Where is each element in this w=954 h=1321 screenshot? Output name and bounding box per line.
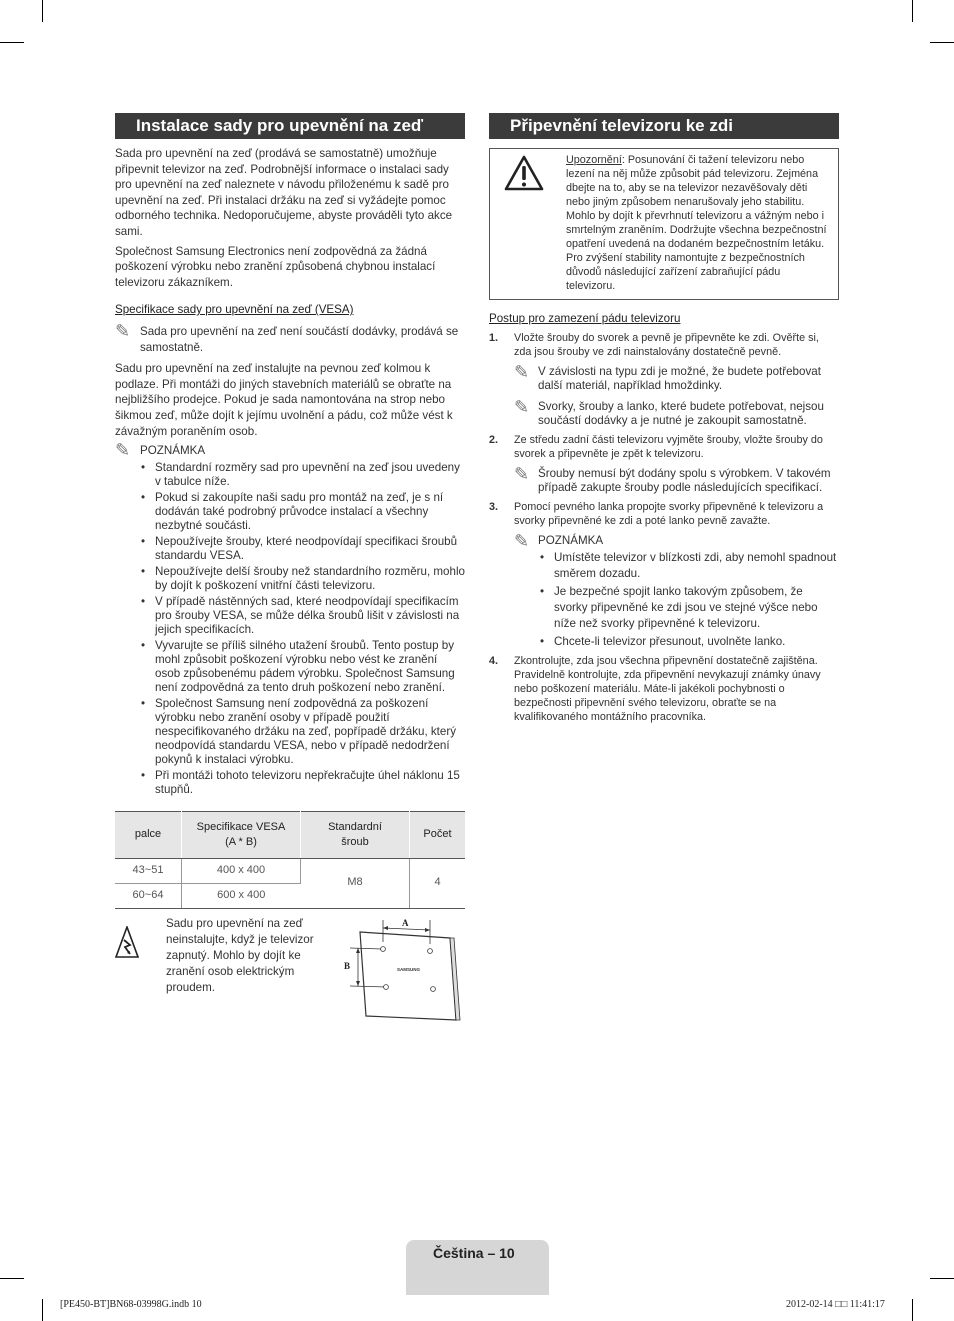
note-title: POZNÁMKA: [140, 444, 206, 458]
electric-shock-icon: [115, 926, 139, 958]
pencil-note-icon: ✎: [115, 440, 131, 461]
caution-label: Upozornění: [566, 154, 622, 166]
samsung-logo: SAMSUNG: [397, 966, 421, 972]
pencil-note-icon: ✎: [514, 361, 530, 382]
note: [115, 320, 465, 355]
table-cell: 400 x 400: [182, 858, 301, 883]
page-number: Čeština – 10: [433, 1245, 515, 1261]
step-item: 2. Ze středu zadní části televizoru vyjměte šrouby, vložte šrouby do svorek a připevněte je zpět k televizoru. ✎ Šrouby nemusí být dodány spolu s výrobkem. V takovém případě zakupte šrouby podle následujících specifikací.: [489, 433, 839, 496]
pencil-note-icon: ✎: [115, 320, 131, 341]
note-bullet-list: [514, 550, 839, 650]
dimension-label-a: A: [402, 917, 409, 928]
note: ✎ Šrouby nemusí být dodány spolu s výrobkem. V takovém případě zakupte šrouby podle následujících specifikací.: [514, 463, 831, 495]
column-header: palce: [115, 811, 182, 858]
pencil-note-icon: ✎: [514, 530, 530, 551]
note-heading: ✎ POZNÁMKA: [514, 530, 604, 551]
step-item: 3. Pomocí pevného lanka propojte svorky připevněné k televizoru a svorky připevněné ke zdi a poté lanko pevně zavažte. ✎ POZNÁMKA • Umístěte televizor v blízkosti zdi, aby nemohl spadnout směrem dozadu. • Je bezpečné spojit lanko takovým způsobem, že svorky připevněné ke zdi jsou ve stejné výšce nebo níže než svorky připevněné k televizoru. • Chcete-li televizor přesunout, uvolněte lanko.: [489, 500, 839, 651]
column-header: Standardní šroub: [301, 811, 410, 858]
crop-mark: [0, 1278, 24, 1279]
table-row: [115, 858, 465, 883]
caution-text: : Posunování či tažení televizoru nebo lezení na něj může způsobit pád televizoru. Zejména dbejte na to, aby se na televizor nezavěšovaly děti nebo jiným způsobem nenarušovaly jeho stabilitu. Mohlo by dojít k převrhnutí televizoru a vážným nebo i smrtelným zraněním. Dodržujte všechna bezpečnostní opatření uvedená na dodaném bezpečnostním letáku. Pro zvýšení stability namontujte z bezpečnostních důvodů následující zařízení zabraňující pádu televizoru.: [566, 154, 827, 292]
column-header: Počet: [410, 811, 466, 858]
list-item: • Nepoužívejte šrouby, které neodpovídají specifikaci šroubů standardu VESA.: [141, 534, 458, 562]
print-slug-file: [PE450-BT]BN68-03998G.indb 10: [60, 1299, 202, 1310]
pencil-note-icon: ✎: [514, 463, 530, 484]
crop-mark: [42, 1299, 43, 1321]
table-cell: M8: [301, 858, 410, 908]
crop-mark: [912, 1299, 913, 1321]
table-cell: 4: [410, 858, 466, 908]
step-item: 1. Vložte šrouby do svorek a pevně je připevněte ke zdi. Ověřte si, zda jsou šrouby ve zdi nainstalovány dostatečně pevně. ✎ V závislosti na typu zdi je možné, že budete potřebovat další materiál, například hmoždinky. ✎ Svorky, šrouby a lanko, které budete potřebovat, nejsou součástí dodávky a je nutné je zakoupit samostatně.: [489, 331, 839, 429]
right-column: [489, 113, 839, 728]
table-cell: 60~64: [115, 883, 182, 908]
column-header: Specifikace VESA (A * B): [182, 811, 301, 858]
steps-list: [489, 331, 839, 725]
list-item: • Nepoužívejte delší šrouby než standardního rozměru, mohlo by dojít k poškození vnitřní části televizoru.: [141, 564, 465, 592]
caution-box: [489, 148, 839, 300]
list-item: • Standardní rozměry sad pro upevnění na zeď jsou uvedeny v tabulce níže.: [141, 460, 460, 488]
list-item: • V případě nástěnných sad, které neodpovídají specifikacím pro šrouby VESA, se může délka šroubů lišit v závislosti na jejich specifikacích.: [141, 594, 460, 636]
note: ✎ V závislosti na typu zdi je možné, že budete potřebovat další materiál, například hmoždinky.: [514, 361, 821, 393]
list-item: • Umístěte televizor v blízkosti zdi, aby nemohl spadnout směrem dozadu.: [540, 551, 837, 581]
print-slug-date: 2012-02-14 □□ 11:41:17: [786, 1299, 885, 1310]
shock-warning-text: Sadu pro upevnění na zeď neinstalujte, když je televizor zapnutý. Mohlo by dojít ke zranění osob elektrickým proudem.: [166, 916, 314, 994]
list-item: • Je bezpečné spojit lanko takovým způsobem, že svorky připevněné ke zdi jsou ve stejné výšce nebo níže než svorky připevněné k televizoru.: [540, 585, 818, 631]
crop-mark: [0, 42, 24, 43]
install-paragraph: Sadu pro upevnění na zeď instalujte na pevnou zeď kolmou k podlaze. Při montáži do jiných stavebních materiálů se obraťte na nejbližšího prodejce. Pokud je sada namontována na strop nebo šikmou zeď, může dojít k jejímu uvolnění a pádu, což může vést k závažným poraněním osob.: [115, 362, 453, 438]
list-item: • Chcete-li televizor přesunout, uvolněte lanko.: [540, 635, 786, 649]
vesa-table: [115, 811, 465, 909]
crop-mark: [930, 42, 954, 43]
list-item: • Společnost Samsung není zodpovědná za poškození výrobku nebo zranění osoby v případě použití nespecifikovaného držáku na zeď, popřípadě držáku, který neodpovídá standardu VESA, nebo v případě nedodržení pokynů k instalaci výrobku.: [141, 696, 457, 766]
liability-paragraph: Společnost Samsung Electronics není zodpovědná za žádná poškození výrobku nebo zranění způsobená chybnou instalací televizoru zákazníkem.: [115, 244, 436, 289]
list-item: • Vyvarujte se příliš silného utažení šroubů. Tento postup by mohl způsobit poškození výrobku nebo vést ke zranění osob způsobenému pádem výrobku. Společnost Samsung není zodpovědná za tento druh poškození nebo zranění.: [141, 638, 455, 694]
note-bullet-list: [115, 461, 465, 797]
list-item: • Pokud si zakoupíte naši sadu pro montáž na zeď, je s ní dodáván také podrobný průvodce instalací a všechny nezbytné součásti.: [141, 490, 444, 532]
pencil-note-icon: ✎: [514, 396, 530, 417]
subheading: Specifikace sady pro upevnění na zeď (VESA): [115, 303, 354, 317]
table-cell: 43~51: [115, 858, 182, 883]
crop-mark: [912, 0, 913, 22]
crop-mark: [42, 0, 43, 22]
shock-warning: [115, 916, 465, 1028]
note-text: Sada pro upevnění na zeď není součástí dodávky, prodává se samostatně.: [140, 324, 459, 354]
intro-paragraph: Sada pro upevnění na zeď (prodává se samostatně) umožňuje připevnit televizor na zeď. Podrobnější informace o instalaci sady pro upevnění na zeď naleznete v návodu přiloženému k sadě pro upevnění na zeď. Při instalaci držáku na zeď si vyžádejte pomoc odborného technika. Nedoporučujeme, abyste prováděli tyto akce sami.: [115, 147, 453, 238]
step-item: 4. Zkontrolujte, zda jsou všechna připevnění dostatečně zajištěna. Pravidelně kontrolujte, zda připevnění nevykazují známky únavy nebo poškození materiálu. Máte-li jakékoli pochybnosti o bezpečnosti připevnění svého televizoru, obraťte se na kvalifikovaného montážního pracovníka.: [489, 655, 821, 724]
note-heading: [115, 440, 465, 461]
dimension-label-b: B: [344, 960, 351, 971]
crop-mark: [930, 1278, 954, 1279]
subheading: Postup pro zamezení pádu televizoru: [489, 312, 681, 325]
warning-triangle-icon: [504, 155, 544, 191]
list-item: • Při montáži tohoto televizoru nepřekračujte úhel náklonu 15 stupňů.: [141, 768, 460, 796]
section-title: Instalace sady pro upevnění na zeď: [115, 113, 465, 139]
table-header-row: [115, 811, 465, 858]
table-cell: 600 x 400: [182, 883, 301, 908]
section-title: Připevnění televizoru ke zdi: [489, 113, 839, 139]
note: ✎ Svorky, šrouby a lanko, které budete potřebovat, nejsou součástí dodávky a je nutné je zakoupit samostatně.: [514, 396, 824, 428]
left-column: [115, 113, 465, 1028]
vesa-dimension-diagram: [338, 916, 463, 1026]
